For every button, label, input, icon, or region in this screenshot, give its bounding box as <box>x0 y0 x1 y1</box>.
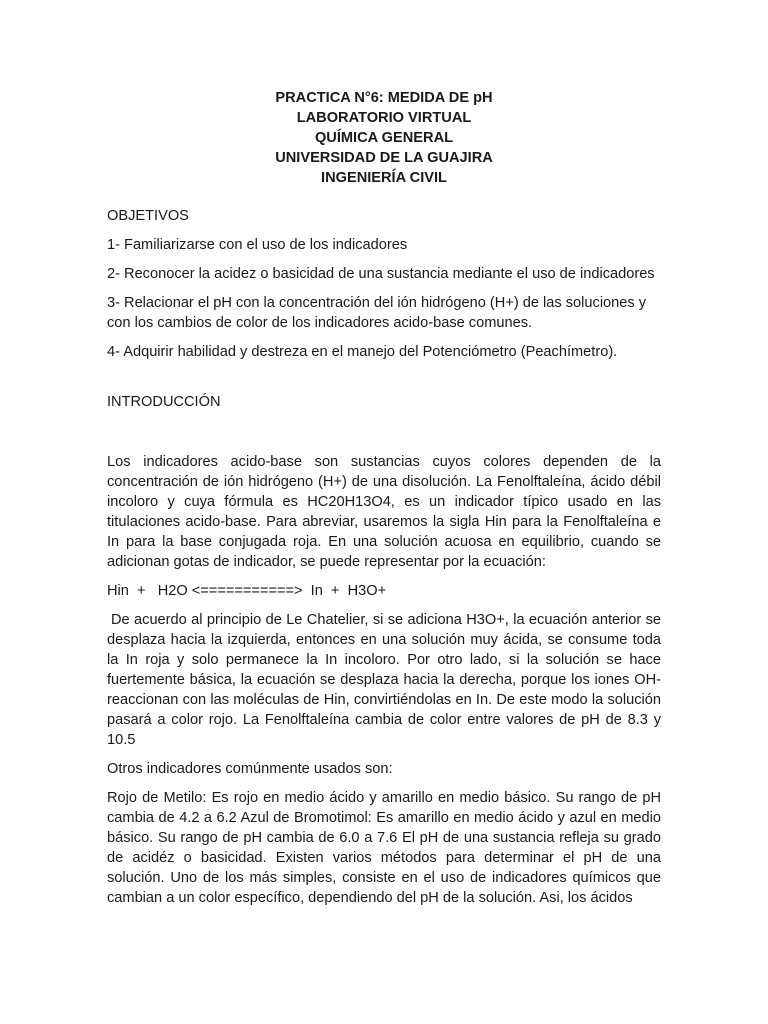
objective-item-3: 3- Relacionar el pH con la concentración del ión hidrógeno (H+) de las soluciones y con los cambios de color de los indicadores acido-base comunes. <box>107 295 647 331</box>
title-line-ingenieria: INGENIERÍA CIVIL <box>321 170 447 186</box>
document-title <box>107 88 661 188</box>
objectives-heading: OBJETIVOS <box>107 208 189 224</box>
objective-item-2: 2- Reconocer la acidez o basicidad de una sustancia mediante el uso de indicadores <box>107 266 655 282</box>
equilibrium-equation: Hin + H2O <===========> In + H3O+ <box>107 583 387 599</box>
introduction-heading: INTRODUCCIÓN <box>107 394 221 410</box>
objective-item-1: 1- Familiarizarse con el uso de los indicadores <box>107 237 408 253</box>
document-page <box>107 88 661 917</box>
title-line-laboratorio: LABORATORIO VIRTUAL <box>296 110 472 126</box>
title-line-universidad: UNIVERSIDAD DE LA GUAJIRA <box>275 150 493 166</box>
title-line-practica: PRACTICA N°6: MEDIDA DE pH <box>275 90 493 106</box>
introduction-paragraph-1: Los indicadores acido-base son sustancias cuyos colores dependen de la concentración de ión hidrógeno (H+) de una disolución. La Fenolftaleína, ácido débil incoloro y cuya fórmula es HC20H13O4, es un indicador típico usado en las titulaciones acido-base. Para abreviar, usaremos la sigla Hin para la Fenolftaleína e In para la base conjugada roja. En una solución acuosa en equilibrio, cuando se adicionan gotas de indicador, se puede representar por la ecuación: <box>107 454 661 570</box>
title-line-quimica: QUÍMICA GENERAL <box>314 130 454 146</box>
objective-item-4: 4- Adquirir habilidad y destreza en el manejo del Potenciómetro (Peachímetro). <box>107 344 618 360</box>
introduction-paragraph-4: Rojo de Metilo: Es rojo en medio ácido y amarillo en medio básico. Su rango de pH cambia de 4.2 a 6.2 Azul de Bromotimol: Es amarillo en medio ácido y azul en medio básico. Su rango de pH cambia de 6.0 a 7.6 El pH de una sustancia refleja su grado de acidéz o basicidad. Existen varios métodos para determinar el pH de una solución. Uno de los más simples, consiste en el uso de indicadores químicos que cambian a un color específico, dependiendo del pH de la solución. Asi, los ácidos <box>107 790 661 906</box>
introduction-paragraph-3: Otros indicadores comúnmente usados son: <box>107 761 393 777</box>
introduction-paragraph-2: De acuerdo al principio de Le Chatelier, si se adiciona H3O+, la ecuación anterior se desplaza hacia la izquierda, entonces en una solución muy ácida, se consume toda la In roja y solo permanece la In incoloro. Por otro lado, si la solución se hace fuertemente básica, la ecuación se desplaza hacia la derecha, porque los iones OH- reaccionan con las moléculas de Hin, convirtiéndolas en In. De este modo la solución pasará a color rojo. La Fenolftaleína cambia de color entre valores de pH de 8.3 y 10.5 <box>107 612 661 748</box>
